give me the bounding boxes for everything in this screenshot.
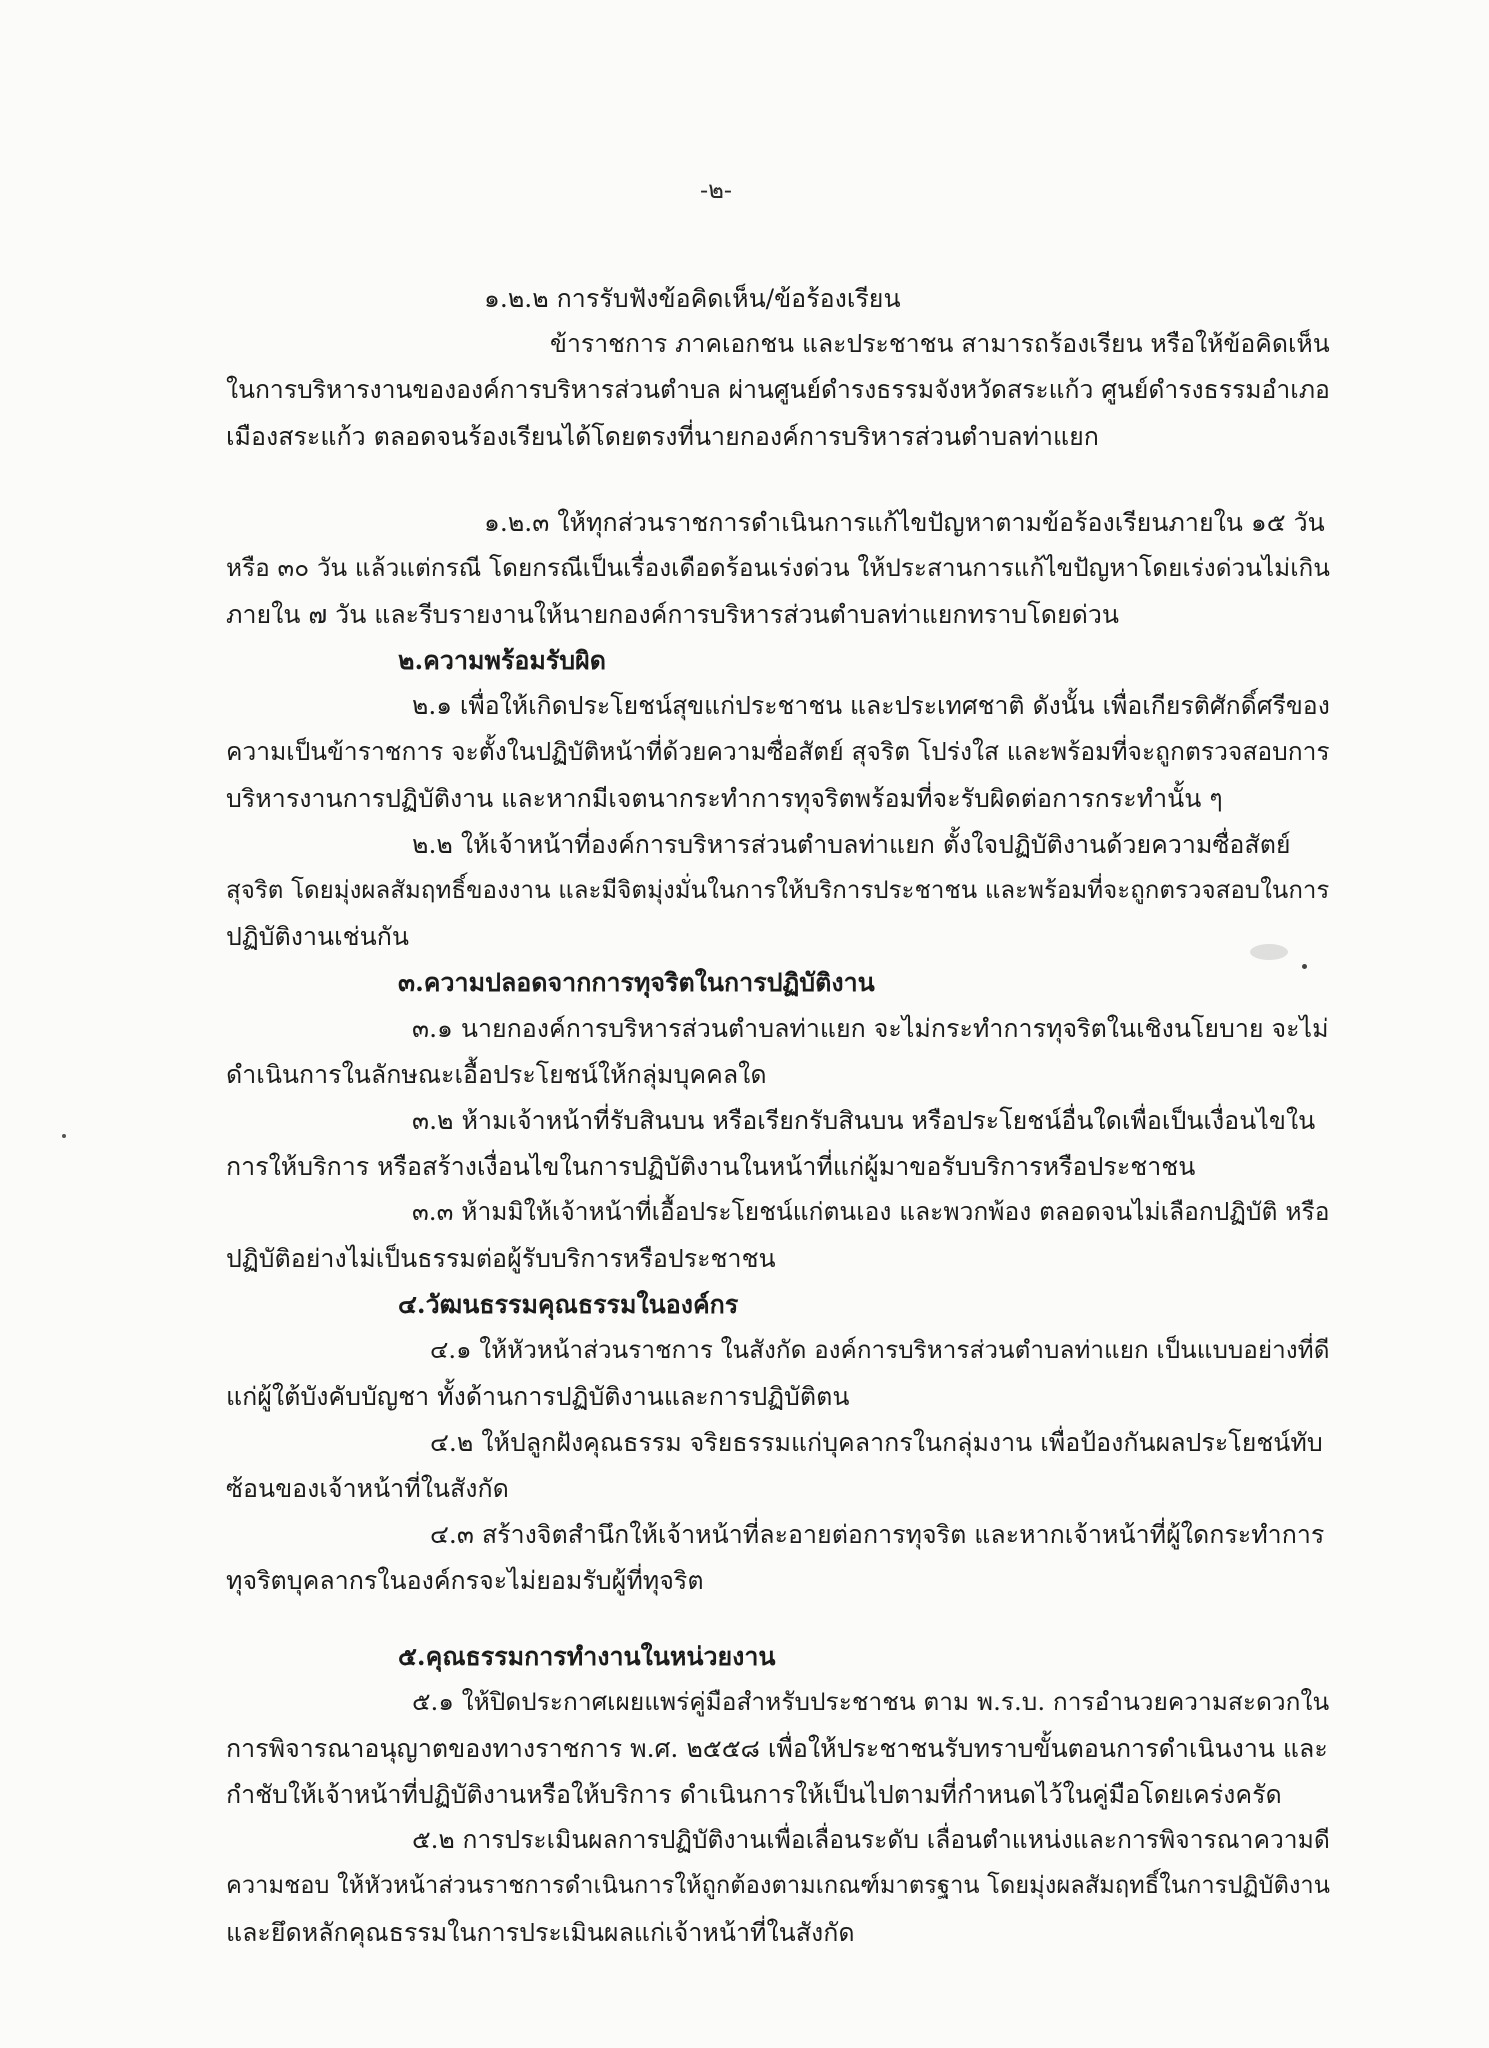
text-line: ในการบริหารงานขององค์การบริหารส่วนตำบล ผ่านศูนย์ดำรงธรรมจังหวัดสระแก้ว ศูนย์ดำรงธรรมอำเภอ — [226, 375, 1330, 404]
text-line: การพิจารณาอนุญาตของทางราชการ พ.ศ. ๒๕๕๘ เพื่อให้ประชาชนรับทราบขั้นตอนการดำเนินงาน และ — [226, 1734, 1328, 1763]
text-line: ปฏิบัติอย่างไม่เป็นธรรมต่อผู้รับบริการหรือประชาชน — [226, 1244, 776, 1273]
text-line: ๑.๒.๓ ให้ทุกส่วนราชการดำเนินการแก้ไขปัญหาตามข้อร้องเรียนภายใน ๑๕ วัน — [484, 508, 1325, 537]
text-line: ความเป็นข้าราชการ จะตั้งในปฏิบัติหน้าที่ด้วยความซื่อสัตย์ สุจริต โปร่งใส และพร้อมที่จะถูกตรวจสอบการ — [226, 737, 1330, 766]
text-line: ภายใน ๗ วัน และรีบรายงานให้นายกองค์การบริหารส่วนตำบลท่าแยกทราบโดยด่วน — [226, 600, 1119, 629]
text-line: สุจริต โดยมุ่งผลสัมฤทธิ์ของงาน และมีจิตมุ่งมั่นในการให้บริการประชาชน และพร้อมที่จะถูกตรวจสอบในการ — [226, 876, 1330, 904]
text-line: ดำเนินการในลักษณะเอื้อประโยชน์ให้กลุ่มบุคคลใด — [226, 1060, 767, 1089]
text-line: ๒.๑ เพื่อให้เกิดประโยชน์สุขแก่ประชาชน และประเทศชาติ ดังนั้น เพื่อเกียรติศักดิ์ศรีของ — [412, 691, 1330, 720]
text-line: ซ้อนของเจ้าหน้าที่ในสังกัด — [226, 1474, 509, 1503]
scan-speck — [62, 1134, 66, 1138]
scan-speck — [1302, 964, 1307, 969]
section-heading: ๕.คุณธรรมการทำงานในหน่วยงาน — [398, 1642, 776, 1671]
text-line: ๕.๑ ให้ปิดประกาศเผยแพร่คู่มือสำหรับประชาชน ตาม พ.ร.บ. การอำนวยความสะดวกใน — [412, 1687, 1330, 1716]
text-line: การให้บริการ หรือสร้างเงื่อนไขในการปฏิบัติงานในหน้าที่แก่ผู้มาขอรับบริการหรือประชาชน — [226, 1152, 1196, 1181]
text-line: ๔.๓ สร้างจิตสำนึกให้เจ้าหน้าที่ละอายต่อการทุจริต และหากเจ้าหน้าที่ผู้ใดกระทำการ — [430, 1520, 1325, 1549]
section-heading: ๒.ความพร้อมรับผิด — [398, 646, 607, 675]
text-line: ๓.๒ ห้ามเจ้าหน้าที่รับสินบน หรือเรียกรับสินบน หรือประโยชน์อื่นใดเพื่อเป็นเงื่อนไขใน — [412, 1106, 1316, 1135]
scan-speck — [1250, 944, 1288, 960]
text-line: ข้าราชการ ภาคเอกชน และประชาชน สามารถร้องเรียน หรือให้ข้อคิดเห็น — [550, 329, 1330, 358]
page-number: -๒- — [700, 176, 733, 204]
text-line: ๔.๑ ให้หัวหน้าส่วนราชการ ในสังกัด องค์การบริหารส่วนตำบลท่าแยก เป็นแบบอย่างที่ดี — [430, 1335, 1330, 1364]
text-line: ๒.๒ ให้เจ้าหน้าที่องค์การบริหารส่วนตำบลท่าแยก ตั้งใจปฏิบัติงานด้วยความซื่อสัตย์ — [412, 830, 1291, 859]
text-line: ๑.๒.๒ การรับฟังข้อคิดเห็น/ข้อร้องเรียน — [484, 284, 901, 313]
text-line: ๓.๓ ห้ามมิให้เจ้าหน้าที่เอื้อประโยชน์แก่ตนเอง และพวกพ้อง ตลอดจนไม่เลือกปฏิบัติ หรือ — [412, 1197, 1330, 1226]
text-line: ทุจริตบุคลากรในองค์กรจะไม่ยอมรับผู้ที่ทุจริต — [226, 1566, 704, 1595]
text-line: เมืองสระแก้ว ตลอดจนร้องเรียนได้โดยตรงที่นายกองค์การบริหารส่วนตำบลท่าแยก — [226, 422, 1099, 451]
text-line: ๕.๒ การประเมินผลการปฏิบัติงานเพื่อเลื่อนระดับ เลื่อนตำแหน่งและการพิจารณาความดี — [412, 1825, 1330, 1854]
text-line: ๔.๒ ให้ปลูกฝังคุณธรรม จริยธรรมแก่บุคลากรในกลุ่มงาน เพื่อป้องกันผลประโยชน์ทับ — [430, 1428, 1323, 1457]
text-line: กำชับให้เจ้าหน้าที่ปฏิบัติงานหรือให้บริการ ดำเนินการให้เป็นไปตามที่กำหนดไว้ในคู่มือโดยเคร่งครัด — [226, 1780, 1282, 1809]
text-line: บริหารงานการปฏิบัติงาน และหากมีเจตนากระทำการทุจริตพร้อมที่จะรับผิดต่อการกระทำนั้น ๆ — [226, 784, 1223, 813]
text-line: ๓.๑ นายกองค์การบริหารส่วนตำบลท่าแยก จะไม่กระทำการทุจริตในเชิงนโยบาย จะไม่ — [412, 1014, 1329, 1043]
section-heading: ๓.ความปลอดจากการทุจริตในการปฏิบัติงาน — [398, 968, 875, 997]
text-line: ความชอบ ให้หัวหน้าส่วนราชการดำเนินการให้ถูกต้องตามเกณฑ์มาตรฐาน โดยมุ่งผลสัมฤทธิ์ในการปฏิบัติงาน — [226, 1871, 1330, 1899]
text-line: แก่ผู้ใต้บังคับบัญชา ทั้งด้านการปฏิบัติงานและการปฏิบัติตน — [226, 1382, 850, 1411]
text-line: ปฏิบัติงานเช่นกัน — [226, 922, 409, 951]
section-heading: ๔.วัฒนธรรมคุณธรรมในองค์กร — [398, 1290, 739, 1319]
text-line: และยึดหลักคุณธรรมในการประเมินผลแก่เจ้าหน้าที่ในสังกัด — [226, 1918, 855, 1947]
text-line: หรือ ๓๐ วัน แล้วแต่กรณี โดยกรณีเป็นเรื่องเดือดร้อนเร่งด่วน ให้ประสานการแก้ไขปัญหาโดยเร่งด่วนไม่เกิน — [226, 553, 1330, 582]
